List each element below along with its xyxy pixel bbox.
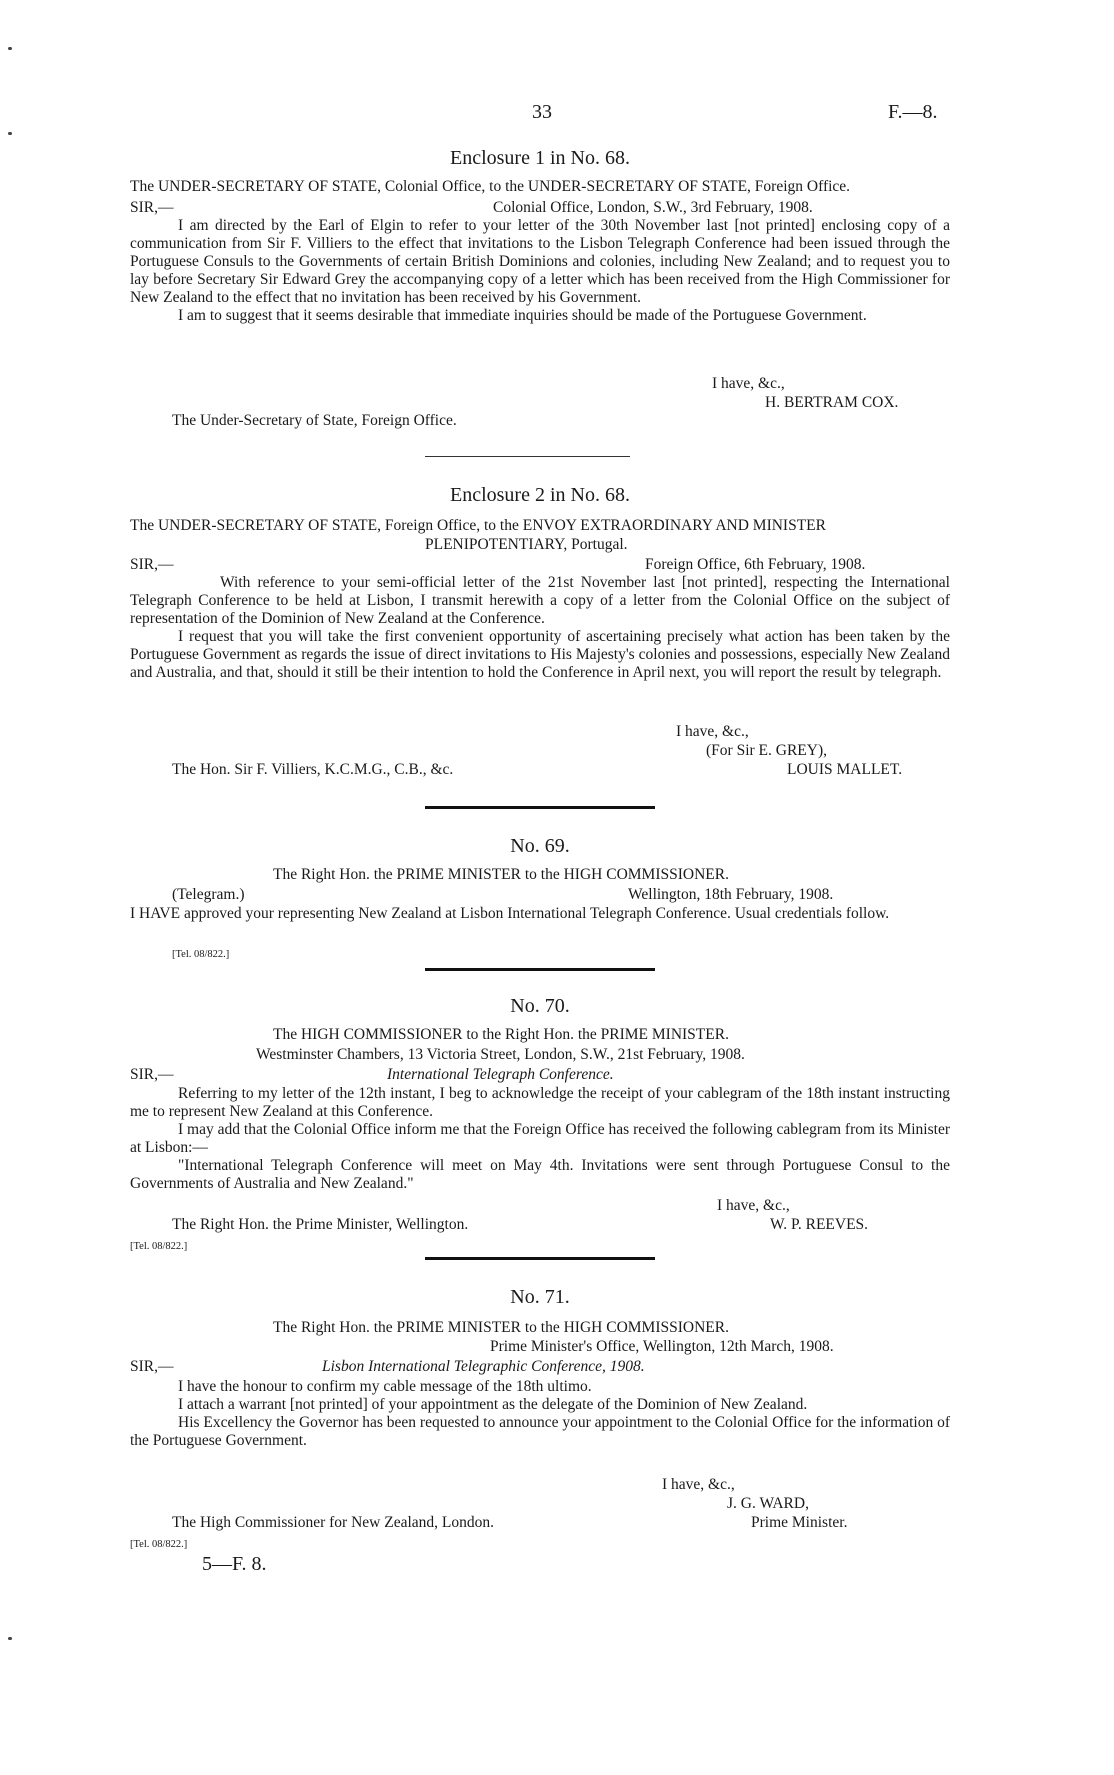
no-70-title: No. 70. bbox=[510, 995, 570, 1017]
page-number: 33 bbox=[532, 101, 552, 123]
section-rule bbox=[425, 968, 655, 971]
no-69-ref: [Tel. 08/822.] bbox=[172, 949, 230, 960]
enclosure-2-for-line: (For Sir E. GREY), bbox=[706, 742, 827, 759]
no-70-from-to: The HIGH COMMISSIONER to the Right Hon. the PRIME MINISTER. bbox=[273, 1026, 729, 1043]
no-71-title: No. 71. bbox=[510, 1286, 570, 1308]
enclosure-2-para-2: I request that you will take the first convenient opportunity of ascertaining precisely what action has been taken by the Portuguese Government as regards the issue of direct invitations to His Majesty's colonies and possessions, especially New Zealand and Australia, and that, should it still be their intention to hold the Conference in April next, you will report the result by telegraph. bbox=[130, 628, 950, 681]
enclosure-1-body bbox=[130, 217, 950, 325]
enclosure-2-from-to-2: PLENIPOTENTIARY, Portugal. bbox=[425, 536, 628, 553]
enclosure-1-title: Enclosure 1 in No. 68. bbox=[450, 147, 630, 169]
margin-speck bbox=[8, 132, 12, 135]
no-71-from-to: The Right Hon. the PRIME MINISTER to the HIGH COMMISSIONER. bbox=[273, 1319, 729, 1336]
enclosure-2-closing: I have, &c., bbox=[676, 723, 749, 740]
no-71-sig-title: Prime Minister. bbox=[751, 1514, 848, 1531]
enclosure-2-title: Enclosure 2 in No. 68. bbox=[450, 484, 630, 506]
no-69-body: I HAVE approved your representing New Zealand at Lisbon International Telegraph Conference. Usual credentials follow. bbox=[130, 905, 890, 922]
no-71-para-1: I have the honour to confirm my cable message of the 18th ultimo. bbox=[178, 1378, 592, 1395]
enclosure-1-closing: I have, &c., bbox=[712, 375, 785, 392]
no-70-signature: W. P. REEVES. bbox=[770, 1216, 869, 1233]
margin-speck bbox=[8, 1637, 12, 1640]
no-69-title: No. 69. bbox=[510, 835, 570, 857]
no-70-closing: I have, &c., bbox=[717, 1197, 790, 1214]
no-70-place-date: Westminster Chambers, 13 Victoria Street, London, S.W., 21st February, 1908. bbox=[256, 1046, 745, 1063]
enclosure-2-addressee: The Hon. Sir F. Villiers, K.C.M.G., C.B., &c. bbox=[172, 761, 454, 778]
no-69-type: (Telegram.) bbox=[172, 886, 245, 903]
document-ref: F.—8. bbox=[888, 101, 938, 123]
no-71-addressee: The High Commissioner for New Zealand, London. bbox=[172, 1514, 494, 1531]
no-70-salutation: SIR,— bbox=[130, 1066, 174, 1083]
no-69-from-to: The Right Hon. the PRIME MINISTER to the HIGH COMMISSIONER. bbox=[273, 866, 729, 883]
no-70-body bbox=[130, 1085, 950, 1193]
no-71-para-2: I attach a warrant [not printed] of your appointment as the delegate of the Dominion of New Zealand. bbox=[178, 1396, 808, 1413]
signature-mark: 5—F. 8. bbox=[202, 1553, 267, 1575]
no-71-ref: [Tel. 08/822.] bbox=[130, 1539, 188, 1550]
no-70-addressee: The Right Hon. the Prime Minister, Wellington. bbox=[172, 1216, 469, 1233]
enclosure-1-para-1: I am directed by the Earl of Elgin to refer to your letter of the 30th November last [not printed] enclosing copy of a communication from Sir F. Villiers to the effect that invitations to the Lisbon Telegraph Conference had been issued through the Portuguese Consuls to the Governments of certain British Dominions and colonies, including New Zealand; and to request you to lay before Secretary Sir Edward Grey the accompanying copy of a letter which has been received from the High Commissioner for New Zealand to the effect that no invitation has been received by his Government. bbox=[130, 217, 950, 306]
no-71-para-3: His Excellency the Governor has been requested to announce your appointment to the Colonial Office for the information of the Portuguese Government. bbox=[130, 1414, 950, 1449]
no-71-salutation: SIR,— bbox=[130, 1358, 174, 1375]
enclosure-1-addressee: The Under-Secretary of State, Foreign Office. bbox=[172, 412, 457, 429]
no-71-body bbox=[130, 1378, 950, 1450]
enclosure-2-body bbox=[130, 574, 950, 682]
no-71-place-date: Prime Minister's Office, Wellington, 12th March, 1908. bbox=[490, 1338, 834, 1355]
enclosure-1-para-2: I am to suggest that it seems desirable that immediate inquiries should be made of the Portuguese Government. bbox=[178, 307, 867, 324]
section-rule bbox=[425, 1257, 655, 1260]
no-70-para-2: I may add that the Colonial Office inform me that the Foreign Office has received the following cablegram from its Minister at Lisbon:— bbox=[130, 1121, 950, 1156]
enclosure-2-salutation: SIR,— bbox=[130, 556, 174, 573]
no-71-subject: Lisbon International Telegraphic Conference, 1908. bbox=[322, 1358, 645, 1375]
no-71-closing: I have, &c., bbox=[662, 1476, 735, 1493]
no-70-para-3: "International Telegraph Conference will meet on May 4th. Invitations were sent through Portuguese Consul to the Governments of Australia and New Zealand." bbox=[130, 1157, 950, 1192]
enclosure-2-from-to-1: The UNDER-SECRETARY OF STATE, Foreign Office, to the ENVOY EXTRAORDINARY AND MINISTER bbox=[130, 517, 826, 534]
no-70-subject: International Telegraph Conference. bbox=[387, 1066, 614, 1083]
no-71-signature: J. G. WARD, bbox=[727, 1495, 809, 1512]
no-69-body-block bbox=[130, 905, 950, 923]
enclosure-1-from-to: The UNDER-SECRETARY OF STATE, Colonial Office, to the UNDER-SECRETARY OF STATE, Foreign Office. bbox=[130, 178, 851, 195]
no-70-para-1: Referring to my letter of the 12th instant, I beg to acknowledge the receipt of your cablegram of the 18th instant instructing me to represent New Zealand at this Conference. bbox=[130, 1085, 950, 1120]
enclosure-1-salutation: SIR,— bbox=[130, 199, 174, 216]
no-69-place-date: Wellington, 18th February, 1908. bbox=[628, 886, 834, 903]
section-rule bbox=[425, 806, 655, 809]
enclosure-2-signature: LOUIS MALLET. bbox=[787, 761, 903, 778]
enclosure-2-place-date: Foreign Office, 6th February, 1908. bbox=[645, 556, 866, 573]
enclosure-1-signature: H. BERTRAM COX. bbox=[765, 394, 899, 411]
enclosure-2-para-1: With reference to your semi-official letter of the 21st November last [not printed], respecting the International Telegraph Conference to be held at Lisbon, I transmit herewith a copy of a letter from the Colonial Office on the subject of representation of the Dominion of New Zealand at the Conference. bbox=[130, 574, 950, 627]
enclosure-1-place-date: Colonial Office, London, S.W., 3rd February, 1908. bbox=[493, 199, 813, 216]
no-70-ref: [Tel. 08/822.] bbox=[130, 1241, 188, 1252]
margin-speck bbox=[8, 47, 12, 50]
divider-rule bbox=[425, 456, 630, 457]
